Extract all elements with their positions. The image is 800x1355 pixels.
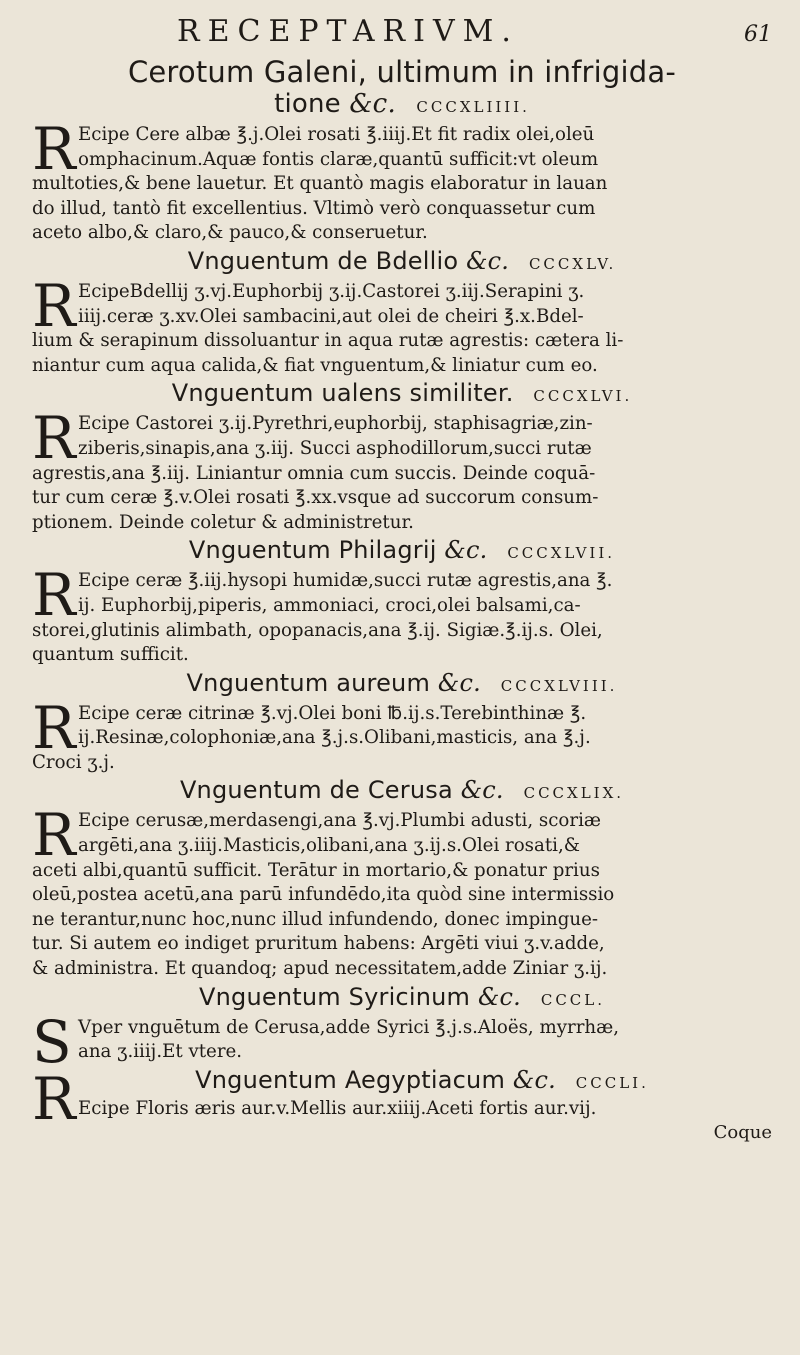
heading-etc: &c. [444, 536, 488, 565]
recipe-section [32, 668, 772, 776]
running-head [32, 14, 772, 54]
text-line: omphacinum.Aquæ fontis claræ,quantū sufficit:vt oleum [78, 148, 599, 170]
recipe-section [32, 56, 772, 246]
drop-initial: R [32, 404, 76, 473]
heading-text: tione [274, 89, 341, 119]
text-line: argēti,ana ʒ.iiij.Masticis,olibani,ana ʒ.ij.s.Olei rosati,& [78, 835, 580, 857]
recipe-text [32, 404, 772, 535]
text-line: storei,glutinis alimbath, opopanacis,ana ℥.ij. Sigiæ.℥.ij.s. Olei, [32, 619, 603, 641]
recipe-number: CCCXLIX. [523, 784, 625, 803]
text-line: ne terantur,nunc hoc,nunc illud infundendo, donec impingue- [32, 908, 599, 930]
heading-text: Vnguentum Philagrij [188, 536, 437, 565]
text-line: tur. Si autem eo indiget pruritum habens: Argēti viui ʒ.v.adde, [32, 933, 605, 955]
recipe-heading [32, 668, 772, 702]
heading-text: Vnguentum Aegyptiacum [195, 1065, 506, 1094]
heading-text: Vnguentum Syricinum [198, 982, 471, 1011]
recipe-number: CCCXLIIII. [416, 98, 530, 116]
text-line: Vper vnguētum de Cerusa,adde Syrici ℥.j.s.Aloës, myrrhæ, [78, 1016, 619, 1038]
text-line: Croci ʒ.j. [32, 751, 115, 773]
spacer-line [32, 1073, 772, 1098]
text-line: ij.Resinæ,colophoniæ,ana ℥.j.s.Olibani,masticis, ana ℥.j. [78, 727, 591, 749]
heading-etc: &c. [349, 89, 396, 119]
recipe-number: CCCXLVII. [507, 544, 616, 563]
drop-initial: R [32, 561, 76, 630]
recipe-text [32, 561, 772, 667]
heading-etc: &c. [460, 776, 504, 805]
recipe-text [32, 693, 772, 776]
heading-etc: &c. [437, 668, 481, 697]
recipe-heading [32, 775, 772, 809]
text-line: Ecipe Floris æris aur.v.Mellis aur.xiiij.Aceti fortis aur.vij. [78, 1098, 597, 1120]
heading-text: Vnguentum de Bdellio [187, 246, 459, 275]
drop-initial: R [32, 801, 76, 870]
recipe-number: CCCXLV. [528, 254, 617, 273]
text-column [32, 14, 772, 1143]
drop-initial: R [32, 693, 76, 762]
recipe-section [32, 535, 772, 667]
heading-etc: &c. [477, 982, 521, 1011]
heading-etc: &c. [466, 246, 510, 275]
text-line: & administra. Et quandoq; apud necessitatem,adde Ziniar ʒ.ij. [32, 958, 608, 980]
recipe-number: CCCXLVIII. [500, 676, 618, 695]
recipe-number: CCCLI. [575, 1073, 649, 1092]
recipe-section [32, 246, 772, 378]
recipe-number: CCCXLVI. [533, 387, 633, 406]
drop-initial: R [32, 271, 76, 340]
text-line: Ecipe ceræ citrinæ ℥.vj.Olei boni ℔.ij.s.Terebinthinæ ℥. [78, 702, 587, 724]
recipe-section [32, 982, 772, 1076]
text-line: ij. Euphorbij,piperis, ammoniaci, croci,olei balsami,ca- [78, 594, 581, 616]
text-line: do illud, tantò fit excellentius. Vltimò verò conquassetur cum [32, 197, 596, 219]
text-line: oleū,postea acetū,ana parū infundēdo,ita quòd sine intermissio [32, 884, 615, 906]
recipe-heading [32, 246, 772, 280]
recipe-section [32, 378, 772, 535]
text-line: Ecipe ceræ ℥.iij.hysopi humidæ,succi rutæ agrestis,ana ℥. [78, 570, 613, 592]
recipe-text [32, 1007, 772, 1076]
text-line: ptionem. Deinde coletur & administretur. [32, 511, 414, 533]
drop-initial: S [32, 1007, 72, 1076]
recipe-heading [32, 56, 772, 88]
recipe-heading [32, 982, 772, 1016]
text-line: multoties,& bene lauetur. Et quantò magis elaboratur in lauan [32, 173, 608, 195]
text-line: niantur cum aqua calida,& fiat vnguentum,& liniatur cum eo. [32, 354, 598, 376]
text-line: iiij.ceræ ʒ.xv.Olei sambacini,aut olei de cheiri ℥.x.Bdel- [78, 305, 584, 327]
text-line: tur cum ceræ ℥.v.Olei rosati ℥.xx.vsque ad succorum consum- [32, 487, 599, 509]
heading-text: Vnguentum aureum [186, 668, 431, 697]
text-line: aceti albi,quantū sufficit. Terātur in mortario,& ponatur prius [32, 859, 600, 881]
text-line: EcipeBdellij ʒ.vj.Euphorbij ʒ.ij.Castorei ʒ.iij.Serapini ʒ. [78, 280, 585, 302]
text-line: ana ʒ.iiij.Et vtere. [78, 1041, 243, 1063]
recipe-heading [32, 378, 772, 412]
recipe-heading-continued [32, 88, 772, 123]
text-line: Ecipe Castorei ʒ.ij.Pyrethri,euphorbij, staphisagriæ,zin- [78, 413, 593, 435]
text-line: ziberis,sinapis,ana ʒ.iij. Succi asphodillorum,succi rutæ [78, 437, 592, 459]
text-line: aceto albo,& claro,& pauco,& conseruetur. [32, 222, 428, 244]
text-line: lium & serapinum dissoluantur in aqua rutæ agrestis: cætera li- [32, 330, 624, 352]
heading-text: Vnguentum de Cerusa [179, 776, 453, 805]
text-line: quantum sufficit. [32, 644, 189, 666]
drop-initial: R [32, 115, 76, 183]
page-number: 61 [744, 22, 772, 47]
text-line: agrestis,ana ℥.iij. Liniantur omnia cum succis. Deinde coquā- [32, 462, 596, 484]
drop-initial: R [32, 1064, 76, 1133]
catchword: Coque [713, 1122, 772, 1143]
recipe-section [32, 775, 772, 981]
recipe-heading [32, 535, 772, 569]
recipe-number: CCCL. [540, 990, 606, 1009]
text-line: Ecipe Cere albæ ℥.j.Olei rosati ℥.iiij.Et fit radix olei,oleū [78, 124, 595, 145]
heading-text: Cerotum Galeni, ultimum in infrigida- [127, 55, 677, 89]
recipe-text [32, 271, 772, 378]
heading-text: Vnguentum ualens similiter. [171, 379, 514, 408]
recipe-text [32, 801, 772, 981]
heading-etc: &c. [512, 1065, 556, 1094]
text-line: Ecipe cerusæ,merdasengi,ana ℥.vj.Plumbi adusti, scoriæ [78, 810, 601, 832]
running-title: RECEPTARIVM. [177, 14, 519, 49]
recipe-text [32, 115, 772, 246]
